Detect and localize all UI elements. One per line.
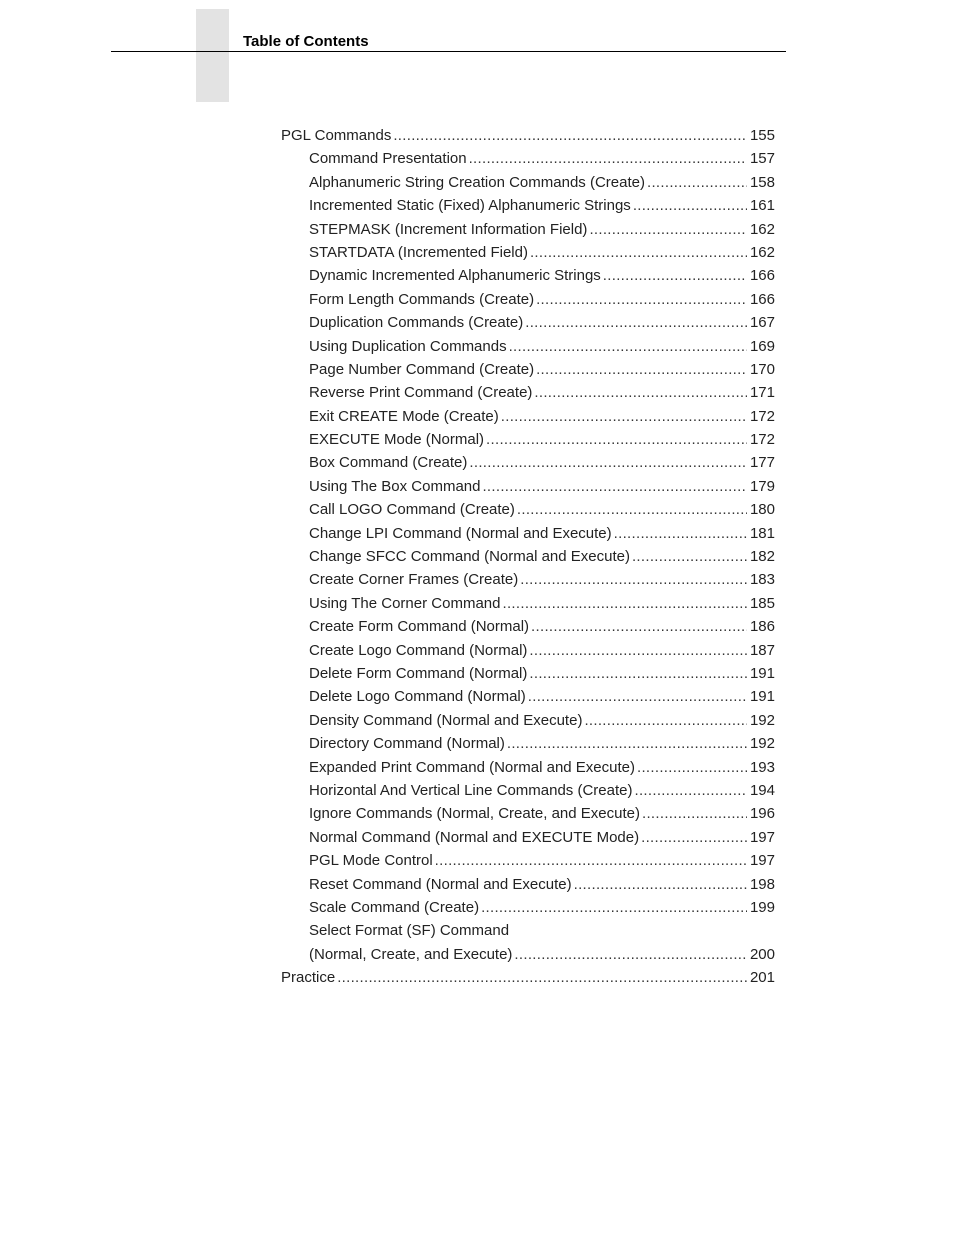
toc-entry-title: Using Duplication Commands <box>309 337 507 355</box>
toc-entry-title: Delete Form Command (Normal) <box>309 664 528 682</box>
toc-dot-leader <box>481 896 747 919</box>
toc-entry-title: Change LPI Command (Normal and Execute) <box>309 524 612 542</box>
toc-dot-leader <box>530 241 747 264</box>
toc-page-number: 187 <box>749 641 775 659</box>
toc-entry[interactable] <box>281 919 775 942</box>
toc-page-number: 186 <box>749 618 775 636</box>
toc-page-number: 192 <box>749 735 775 753</box>
toc-entry[interactable] <box>281 451 775 474</box>
toc-page-number: 181 <box>749 524 775 542</box>
toc-entry-title: Normal Command (Normal and EXECUTE Mode) <box>309 828 640 846</box>
toc-page-number: 193 <box>749 758 775 776</box>
toc-page-number: 170 <box>749 360 775 378</box>
toc-entry[interactable] <box>281 218 775 241</box>
toc-entry[interactable] <box>281 568 775 591</box>
toc-entry-title: Practice <box>281 969 336 987</box>
toc-entry[interactable] <box>281 615 775 638</box>
toc-dot-leader <box>507 732 747 755</box>
toc-page-number: 171 <box>749 384 775 402</box>
toc-page-number: 161 <box>749 197 775 215</box>
toc-dot-leader <box>514 943 747 966</box>
toc-entry-title: Form Length Commands (Create) <box>309 290 535 308</box>
toc-entry-title: Create Form Command (Normal) <box>309 618 530 636</box>
toc-page-number: 158 <box>749 173 775 191</box>
table-of-contents <box>281 124 775 989</box>
toc-entry-title: Duplication Commands (Create) <box>309 314 524 332</box>
toc-entry[interactable] <box>281 943 775 966</box>
toc-page-number: 162 <box>749 243 775 261</box>
toc-dot-leader <box>633 194 747 217</box>
toc-dot-leader <box>469 147 747 170</box>
toc-entry[interactable] <box>281 966 775 989</box>
toc-page-number: 196 <box>749 805 775 823</box>
toc-entry-title: EXECUTE Mode (Normal) <box>309 431 485 449</box>
toc-entry[interactable] <box>281 194 775 217</box>
toc-dot-leader <box>517 498 747 521</box>
toc-entry-title: STARTDATA (Incremented Field) <box>309 243 528 261</box>
toc-dot-leader <box>634 779 746 802</box>
toc-dot-leader <box>528 685 747 708</box>
toc-entry[interactable] <box>281 147 775 170</box>
toc-entry[interactable] <box>281 826 775 849</box>
toc-entry-title: Reset Command (Normal and Execute) <box>309 875 572 893</box>
toc-dot-leader <box>614 522 747 545</box>
toc-dot-leader <box>486 428 747 451</box>
toc-page-number: 155 <box>749 127 775 144</box>
header-rule <box>111 51 786 52</box>
toc-entry-title: Box Command (Create) <box>309 454 468 472</box>
toc-page-number: 169 <box>749 337 775 355</box>
toc-entry[interactable] <box>281 241 775 264</box>
toc-entry[interactable] <box>281 264 775 287</box>
toc-dot-leader <box>509 335 747 358</box>
toc-entry[interactable] <box>281 335 775 358</box>
toc-entry[interactable] <box>281 896 775 919</box>
toc-dot-leader <box>536 358 747 381</box>
toc-page-number: 180 <box>749 501 775 519</box>
margin-tab <box>196 9 229 102</box>
toc-entry[interactable] <box>281 639 775 662</box>
toc-dot-leader <box>469 451 747 474</box>
toc-entry-title: Dynamic Incremented Alphanumeric Strings <box>309 267 601 285</box>
toc-entry-title: Using The Corner Command <box>309 594 501 612</box>
toc-entry[interactable] <box>281 779 775 802</box>
toc-dot-leader <box>632 545 747 568</box>
toc-page-number: 182 <box>749 548 775 566</box>
toc-entry[interactable] <box>281 756 775 779</box>
toc-entry[interactable] <box>281 405 775 428</box>
toc-dot-leader <box>501 405 747 428</box>
toc-entry-title: (Normal, Create, and Execute) <box>309 945 513 963</box>
toc-dot-leader <box>589 218 747 241</box>
toc-entry[interactable] <box>281 381 775 404</box>
toc-dot-leader <box>520 568 747 591</box>
toc-entry[interactable] <box>281 732 775 755</box>
toc-page-number: 167 <box>749 314 775 332</box>
toc-dot-leader <box>584 709 747 732</box>
toc-entry-title: Alphanumeric String Creation Commands (Create) <box>309 173 645 191</box>
toc-entry[interactable] <box>281 311 775 334</box>
toc-entry[interactable] <box>281 288 775 311</box>
toc-entry[interactable] <box>281 662 775 685</box>
toc-dot-leader <box>393 124 747 147</box>
toc-dot-leader <box>647 171 747 194</box>
toc-dot-leader <box>482 475 747 498</box>
toc-page-number: 166 <box>749 267 775 285</box>
toc-entry-title: PGL Commands <box>281 127 392 144</box>
toc-page-number: 177 <box>749 454 775 472</box>
toc-dot-leader <box>642 802 747 825</box>
toc-page-number: 198 <box>749 875 775 893</box>
toc-page-number: 197 <box>749 852 775 870</box>
toc-entry-title: Expanded Print Command (Normal and Execute) <box>309 758 635 776</box>
toc-entry[interactable] <box>281 171 775 194</box>
toc-dot-leader <box>525 311 747 334</box>
toc-entry-title: Scale Command (Create) <box>309 898 480 916</box>
toc-page-number: 200 <box>749 945 775 963</box>
toc-page-number: 183 <box>749 571 775 589</box>
toc-entry-title: Density Command (Normal and Execute) <box>309 711 583 729</box>
toc-page-number: 194 <box>749 781 775 799</box>
toc-dot-leader <box>536 288 747 311</box>
toc-entry-title: Exit CREATE Mode (Create) <box>309 407 499 425</box>
toc-entry-title: Change SFCC Command (Normal and Execute) <box>309 548 630 566</box>
toc-entry-title: Incremented Static (Fixed) Alphanumeric Strings <box>309 197 631 215</box>
toc-entry[interactable] <box>281 709 775 732</box>
toc-dot-leader <box>531 615 747 638</box>
toc-entry[interactable] <box>281 873 775 896</box>
page-title: Table of Contents <box>243 33 369 50</box>
toc-page-number: 199 <box>749 898 775 916</box>
toc-dot-leader <box>637 756 747 779</box>
toc-entry-title: PGL Mode Control <box>309 852 433 870</box>
toc-page-number: 201 <box>749 969 775 987</box>
toc-dot-leader <box>529 662 747 685</box>
toc-entry-title: Ignore Commands (Normal, Create, and Execute) <box>309 805 640 823</box>
toc-entry-title: Command Presentation <box>309 150 467 168</box>
toc-entry[interactable] <box>281 545 775 568</box>
toc-dot-leader <box>529 639 747 662</box>
toc-entry[interactable] <box>281 802 775 825</box>
toc-entry[interactable] <box>281 498 775 521</box>
toc-dot-leader <box>435 849 747 872</box>
toc-entry[interactable] <box>281 522 775 545</box>
toc-dot-leader <box>534 381 747 404</box>
toc-page-number: 162 <box>749 220 775 238</box>
toc-entry[interactable] <box>281 592 775 615</box>
toc-entry-title: STEPMASK (Increment Information Field) <box>309 220 588 238</box>
toc-entry-title: Create Corner Frames (Create) <box>309 571 519 589</box>
toc-page-number: 185 <box>749 594 775 612</box>
toc-page-number: 179 <box>749 477 775 495</box>
toc-entry-title: Horizontal And Vertical Line Commands (Create) <box>309 781 633 799</box>
toc-page-number: 166 <box>749 290 775 308</box>
toc-dot-leader <box>337 966 747 989</box>
toc-entry[interactable] <box>281 685 775 708</box>
toc-entry-title: Reverse Print Command (Create) <box>309 384 533 402</box>
toc-entry-title: Call LOGO Command (Create) <box>309 501 515 519</box>
toc-entry-title: Create Logo Command (Normal) <box>309 641 528 659</box>
toc-entry-title: Page Number Command (Create) <box>309 360 535 378</box>
toc-page-number: 172 <box>749 431 775 449</box>
toc-entry-title: Delete Logo Command (Normal) <box>309 688 526 706</box>
toc-entry-title: Select Format (SF) Command <box>309 922 510 940</box>
toc-entry[interactable] <box>281 358 775 381</box>
toc-entry[interactable] <box>281 124 775 147</box>
toc-page-number: 172 <box>749 407 775 425</box>
toc-entry[interactable] <box>281 475 775 498</box>
toc-page-number: 192 <box>749 711 775 729</box>
toc-dot-leader <box>641 826 747 849</box>
toc-page-number: 191 <box>749 688 775 706</box>
toc-entry-title: Directory Command (Normal) <box>309 735 505 753</box>
toc-entry[interactable] <box>281 428 775 451</box>
toc-dot-leader <box>603 264 747 287</box>
toc-page-number: 197 <box>749 828 775 846</box>
toc-dot-leader <box>502 592 746 615</box>
toc-page-number: 191 <box>749 664 775 682</box>
toc-entry-title: Using The Box Command <box>309 477 481 495</box>
toc-page-number: 157 <box>749 150 775 168</box>
toc-entry[interactable] <box>281 849 775 872</box>
toc-dot-leader <box>574 873 747 896</box>
